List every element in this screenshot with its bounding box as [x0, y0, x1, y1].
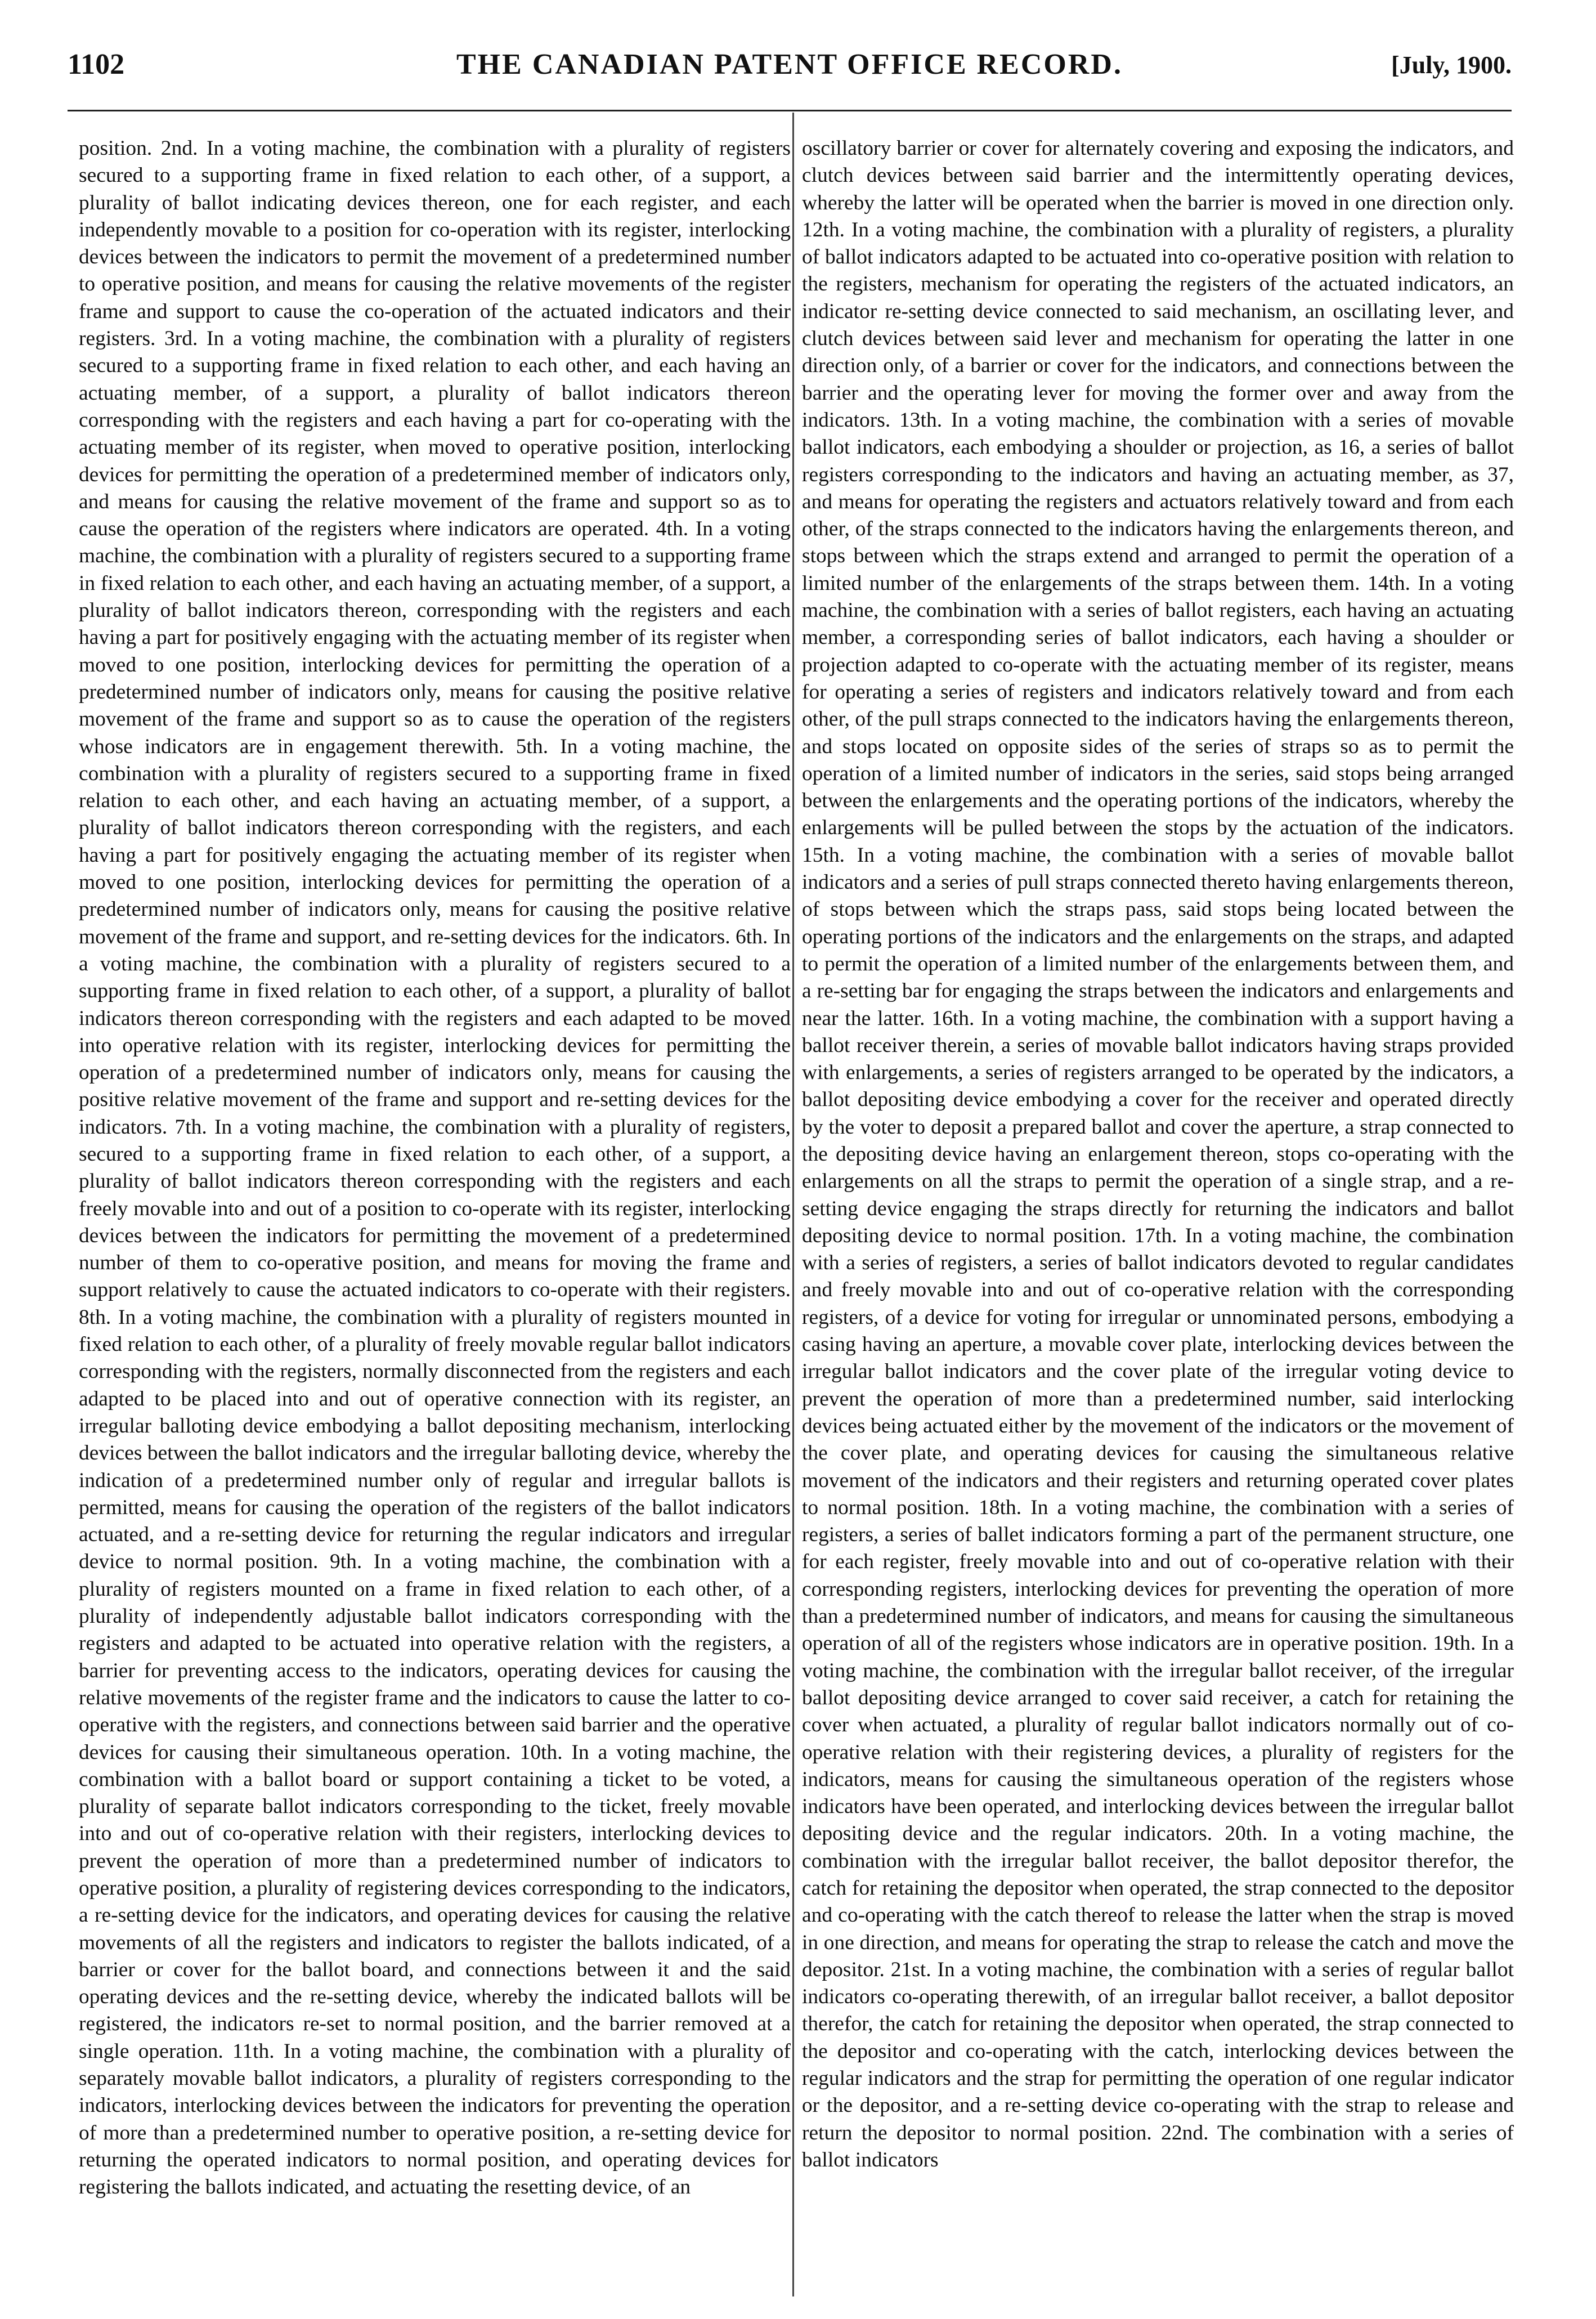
- issue-date: [July, 1900.: [1391, 51, 1512, 79]
- header-rule: [68, 110, 1512, 111]
- page-number: 1102: [68, 48, 125, 80]
- column-divider: [792, 113, 794, 2296]
- left-column-text: position. 2nd. In a voting machine, the combination with a plurality of registers secured to a supporting frame in fixed relation to each other, of a support, a plurality of ballot indicating devices thereon, one for each register, and each independently movable to a position for co-operation with its register, interlocking devices between the indicators to permit the movement of a predetermined number to operative position, and means for causing the relative movements of the register frame and support to cause the co-operation of the actuated indicators and their registers. 3rd. In a voting machine, the combination with a plurality of registers secured to a supporting frame in fixed relation to each other, and each having an actuating member, of a support, a plurality of ballot indicators thereon corresponding with the registers and each having a part for co-operating with the actuating member of its register, when moved to operative position, interlocking devices for permitting the operation of a predetermined member of indicators only, and means for causing the relative movement of the frame and support so as to cause the operation of the registers where indicators are operated. 4th. In a voting machine, the combination with a plurality of registers secured to a supporting frame in fixed relation to each other, and each having an actuating member, of a support, a plurality of ballot indicators thereon, corresponding with the registers and each having a part for positively engaging with the actuating member of its register when moved to one position, interlocking devices for permitting the operation of a predetermined number of indicators only, means for causing the positive relative movement of the frame and support so as to cause the operation of the registers whose indicators are in engagement therewith. 5th. In a voting machine, the combination with a plurality of registers secured to a supporting frame in fixed relation to each other, and each having an actuating member, of a support, a plurality of ballot indicators thereon corresponding with the registers, and each having a part for positively engaging the actuating member of its register when moved to one position, interlocking devices for permitting the operation of a predetermined number of indicators only, means for causing the positive relative movement of the frame and support, and re-setting devices for the indicators. 6th. In a voting machine, the combination with a plurality of registers secured to a supporting frame in fixed relation to each other, of a support, a plurality of ballot indicators thereon corresponding with the registers and each adapted to be moved into operative relation with its register, interlocking devices for permitting the operation of a predetermined number of indicators only, means for causing the positive relative movement of the frame and support and re-setting devices for the indicators. 7th. In a voting machine, the combination with a plurality of registers, secured to a supporting frame in fixed relation to each other, of a support, a plurality of ballot indicators thereon corresponding with the registers and each freely movable into and out of a position to co-operate with its register, interlocking devices between the indicators for permitting the movement of a predetermined number of them to co-operative position, and means for moving the frame and support relatively to cause the actuated indicators to co-operate with their registers. 8th. In a voting machine, the combination with a plurality of registers mounted in fixed relation to each other, of a plurality of freely movable regular ballot indicators corresponding with the registers, normally disconnected from the registers and each adapted to be placed into and out of operative connection with its register, an irregular balloting device embodying a ballot depositing mechanism, interlocking devices between the ballot indicators and the irregular balloting device, whereby the indication of a predetermined number only of regular and irregular ballots is permitted, means for causing the operation of the registers of the ballot indicators actuated, and a re-setting device for returning the regular indicators and irregular device to normal position. 9th. In a voting machine, the combination with a plurality of registers mounted on a frame in fixed relation to each other, of a plurality of independently adjustable ballot indicators corresponding with the registers and adapted to be actuated into operative relation with the registers, a barrier for preventing access to the indicators, operating devices for causing the relative movements of the register frame and the indicators to cause the latter to co-operative with the registers, and connections between said barrier and the operative devices for causing their simultaneous operation. 10th. In a voting machine, the combination with a ballot board or support containing a ticket to be voted, a plurality of separate ballot indicators corresponding to the ticket, freely movable into and out of co-operative relation with their registers, interlocking devices to prevent the operation of more than a predetermined number of indicators to operative position, a plurality of registering devices corresponding to the indicators, a re-setting device for the indicators, and operating devices for causing the relative movements of all the registers and indicators to register the ballots indicated, of a barrier or cover for the ballot board, and connections between it and the said operating devices and the re-setting device, whereby the indicated ballots will be registered, the indicators re-set to normal position, and the barrier removed at a single operation. 11th. In a voting machine, the combination with a plurality of separately movable ballot indicators, a plurality of registers corresponding to the indicators, interlocking devices between the indicators for preventing the operation of more than a predetermined number to operative position, a re-setting device for returning the operated indicators to normal position, and operating devices for registering the ballots indicated, and actuating the resetting device, of an: [79, 137, 791, 2199]
- page-header: [68, 39, 1512, 90]
- right-column-text: oscillatory barrier or cover for alternately covering and exposing the indicators, and clutch devices between said barrier and the intermittently operating devices, whereby the latter will be operated when the barrier is moved in one direction only. 12th. In a voting machine, the combination with a plurality of registers, a plurality of ballot indicators adapted to be actuated into co-operative position with relation to the registers, mechanism for operating the registers of the actuated indicators, an indicator re-setting device connected to said mechanism, an oscillating lever, and clutch devices between said lever and mechanism for operating the latter in one direction only, of a barrier or cover for the indicators, and connections between the barrier and the operating lever for moving the former over and away from the indicators. 13th. In a voting machine, the combination with a series of movable ballot indicators, each embodying a shoulder or projection, as 16, a series of ballot registers corresponding to the indicators and having an actuating member, as 37, and means for operating the registers and actuators relatively toward and from each other, of the straps connected to the indicators having the enlargements thereon, and stops between which the straps extend and arranged to permit the operation of a limited number of the enlargements of the straps between them. 14th. In a voting machine, the combination with a series of ballot registers, each having an actuating member, a corresponding series of ballot indicators, each having a shoulder or projection adapted to co-operate with the actuating member of its register, means for operating a series of registers and indicators relatively toward and from each other, of the pull straps connected to the indicators having the enlargements thereon, and stops located on opposite sides of the series of straps so as to permit the operation of a limited number of indicators in the series, said stops being arranged between the enlargements and the operating portions of the indicators, whereby the enlargements will be pulled between the stops by the actuation of the indicators. 15th. In a voting machine, the combination with a series of movable ballot indicators and a series of pull straps connected thereto having enlargements thereon, of stops between which the straps pass, said stops being located between the operating portions of the indicators and the enlargements on the straps, and adapted to permit the operation of a limited number of the enlargements between them, and a re-setting bar for engaging the straps between the indicators and enlargements and near the latter. 16th. In a voting machine, the combination with a support having a ballot receiver therein, a series of movable ballot indicators having straps provided with enlargements, a series of registers arranged to be operated by the indicators, a ballot depositing device embodying a cover for the receiver and operated directly by the voter to deposit a prepared ballot and cover the aperture, a strap connected to the depositing device having an enlargement thereon, stops co-operating with the enlargements on all the straps to permit the operation of a single strap, and a re-setting device engaging the straps directly for returning the indicators and ballot depositing device to normal position. 17th. In a voting machine, the combination with a series of registers, a series of ballot indicators devoted to regular candidates and freely movable into and out of co-operative relation with the corresponding registers, of a device for voting for irregular or unnominated persons, embodying a casing having an aperture, a movable cover plate, interlocking devices between the irregular ballot indicators and the cover plate of the irregular voting device to prevent the operation of more than a predetermined number, said interlocking devices being actuated either by the movement of the indicators or the movement of the cover plate, and operating devices for causing the simultaneous relative movement of the indicators and their registers and returning operated cover plates to normal position. 18th. In a voting machine, the combination with a series of registers, a series of ballet indicators forming a part of the permanent structure, one for each register, freely movable into and out of co-operative relation with their corresponding registers, interlocking devices for preventing the operation of more than a predetermined number of indicators, and means for causing the simultaneous operation of all of the registers whose indicators are in operative position. 19th. In a voting machine, the combination with the irregular ballot receiver, of the irregular ballot depositing device arranged to cover said receiver, a catch for retaining the cover when actuated, a plurality of regular ballot indicators normally out of co-operative relation with their registering devices, a plurality of registers for the indicators, means for causing the simultaneous operation of the registers whose indicators have been operated, and interlocking devices between the irregular ballot depositing device and the regular indicators. 20th. In a voting machine, the combination with the irregular ballot receiver, the ballot depositor therefor, the catch for retaining the depositor when operated, the strap connected to the depositor and co-operating with the catch thereof to release the latter when the strap is moved in one direction, and means for operating the strap to release the catch and move the depositor. 21st. In a voting machine, the combination with a series of regular ballot indicators co-operating therewith, of an irregular ballot receiver, a ballot depositor therefor, the catch for retaining the depositor when operated, the strap connected to the depositor and co-operating with the catch, interlocking devices between the regular indicators and the strap for permitting the operation of one regular indicator or the depositor, and a re-setting device co-operating with the strap to release and return the depositor to normal position. 22nd. The combination with a series of ballot indicators: [802, 137, 1514, 2172]
- journal-title: THE CANADIAN PATENT OFFICE RECORD.: [456, 48, 1123, 80]
